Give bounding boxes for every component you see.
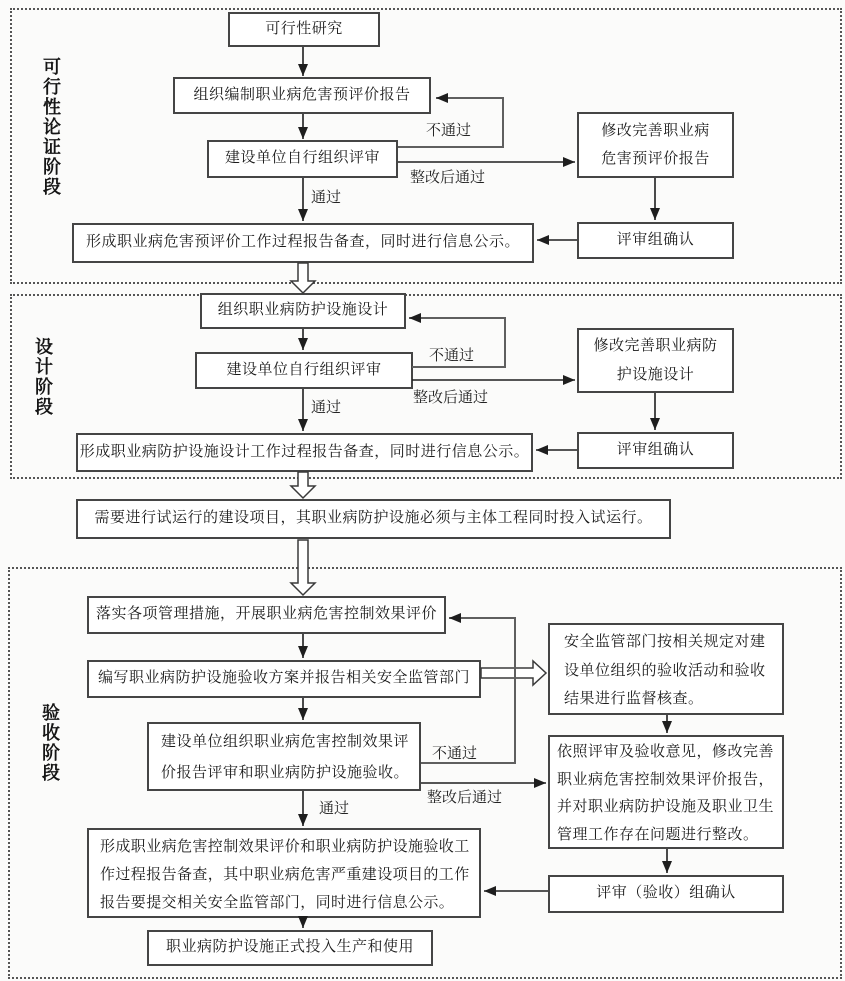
label-fail-2: 不通过 [429,348,475,364]
box-review-confirm-1: 评审组确认 [577,222,734,259]
box-supervise-check: 安全监管部门按相关规定对建设单位组织的验收活动和验收结果进行监督核查。 [548,623,784,715]
label-pass-2: 通过 [311,400,342,416]
box-archive-report-1: 形成职业病危害预评价工作过程报告备查，同时进行信息公示。 [72,223,534,263]
box-formal-use: 职业病防护设施正式投入生产和使用 [147,930,433,966]
label-rectify-3: 整改后通过 [427,790,503,806]
box-feasibility-study: 可行性研究 [228,12,380,47]
stage3-label: 验收阶段 [40,703,60,783]
box-acceptance-plan: 编写职业病防护设施验收方案并报告相关安全监管部门 [87,660,481,698]
label-rectify-2: 整改后通过 [413,390,489,406]
box-archive-report-3: 形成职业病危害控制效果评价和职业病防护设施验收工作过程报告备查，其中职业病危害严重建设项目的工作报告要提交相关安全监管部门，同时进行信息公示。 [87,828,481,918]
label-pass-3: 通过 [319,801,350,817]
box-trial-run: 需要进行试运行的建设项目，其职业病防护设施必须与主体工程同时投入试运行。 [76,499,671,539]
label-rectify-1: 整改后通过 [410,170,486,186]
box-organize-acceptance: 建设单位组织职业病危害控制效果评价报告评审和职业病防护设施验收。 [147,722,421,791]
box-revise-preevaluation-report: 修改完善职业病危害预评价报告 [577,112,734,178]
box-implement-measures: 落实各项管理措施，开展职业病危害控制效果评价 [87,596,446,634]
box-self-review-2: 建设单位自行组织评审 [195,352,413,389]
stage2-label: 设计阶段 [33,337,53,417]
box-acceptance-confirm: 评审（验收）组确认 [548,875,784,913]
label-fail-3: 不通过 [432,746,478,762]
label-fail-1: 不通过 [426,123,472,139]
box-revise-design: 修改完善职业病防护设施设计 [577,328,734,393]
box-revise-rectify: 依照评审及验收意见，修改完善职业病危害控制效果评价报告，并对职业病防护设施及职业卫生管理工作存在问题进行整改。 [548,735,784,849]
box-prepare-preevaluation-report: 组织编制职业病危害预评价报告 [173,77,431,114]
stage1-label: 可行性论证阶段 [41,57,61,197]
box-self-review-1: 建设单位自行组织评审 [207,140,398,178]
label-pass-1: 通过 [311,190,342,206]
box-review-confirm-2: 评审组确认 [577,432,734,469]
box-organize-design: 组织职业病防护设施设计 [200,293,406,329]
box-archive-report-2: 形成职业病防护设施设计工作过程报告备查，同时进行信息公示。 [76,433,533,472]
